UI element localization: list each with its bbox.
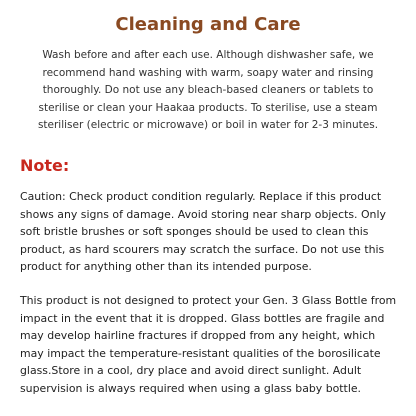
caution-paragraph: Caution: Check product condition regularly. Replace if this product shows any signs of damage. Avoid storing near sharp objects. Only soft bristle brushes or soft sponges should be used to clean this product, as hard scourers may scratch the surface. Do not use this product for anything other than its intended purpose. <box>20 190 386 273</box>
note-title: Note: <box>20 156 70 175</box>
cleaning-care-text: Wash before and after each use. Although dishwasher safe, we recommend hand washing with warm, soapy water and rinsing thoroughly. Do not use any bleach-based cleaners or tablets to sterilise or clean your Haakaa products. To sterilise, use a steam steriliser (electric or microwave) or boil in water for 2-3 minutes. <box>37 49 379 131</box>
glass-bottle-paragraph: This product is not designed to protect your Gen. 3 Glass Bottle from impact in the event that it is dropped. Glass bottles are fragile and may develop hairline fractures if dropped from any height, which may impact the temperature-resistant qualities of the borosilicate glass.Store in a cool, dry place and avoid direct sunlight. Adult supervision is always required when using a glass baby bottle. <box>20 294 397 395</box>
cleaning-care-title: Cleaning and Care <box>115 14 301 35</box>
